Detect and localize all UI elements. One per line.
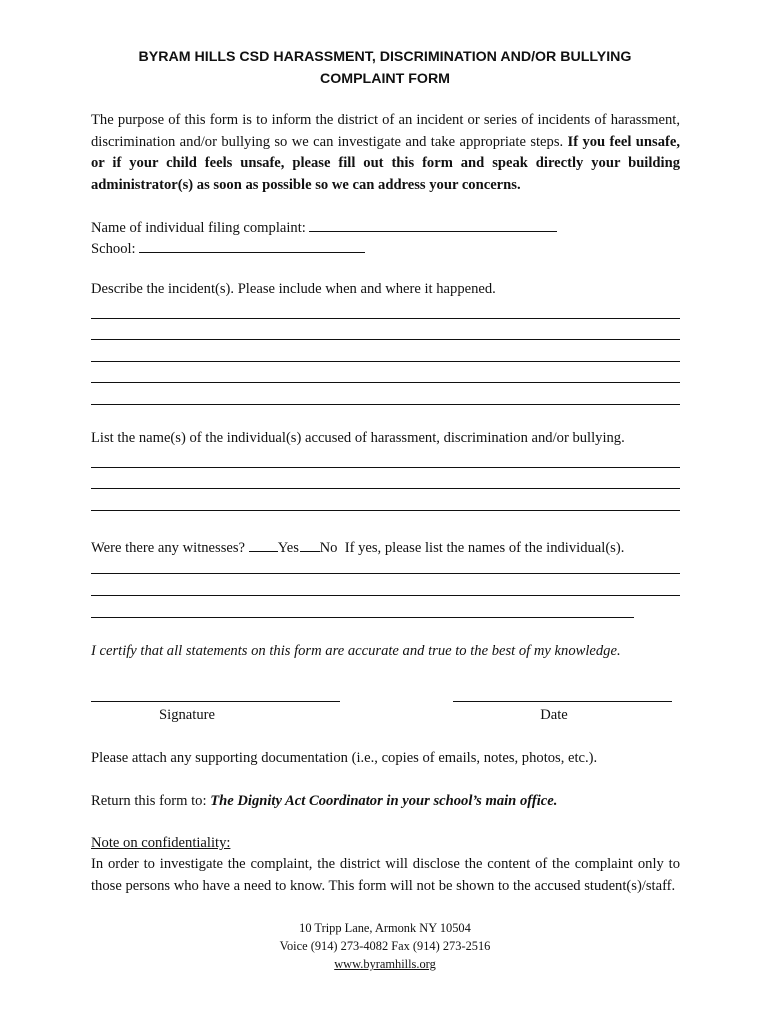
incident-line-1[interactable] xyxy=(91,318,680,319)
witnesses-followup: If yes, please list the names of the individual(s). xyxy=(344,540,625,556)
witness-line-3[interactable] xyxy=(91,617,634,618)
date-line[interactable] xyxy=(453,701,672,702)
confidentiality-text: In order to investigate the complaint, the district will disclose the content of the complaint only to those persons who have a need to know. This form will not be shown to the accused student(s)/staff. xyxy=(91,856,680,894)
confidentiality-heading: Note on confidentiality: xyxy=(91,835,231,851)
return-prefix: Return this form to: xyxy=(91,793,207,809)
accused-line-2[interactable] xyxy=(91,488,680,489)
return-info xyxy=(91,793,557,810)
name-field-label: Name of individual filing complaint: xyxy=(91,220,306,236)
form-title xyxy=(90,46,680,90)
witness-line-1[interactable] xyxy=(91,573,680,574)
witnesses-no-label: No xyxy=(319,540,338,556)
name-field-row xyxy=(91,217,557,237)
footer-address: 10 Tripp Lane, Armonk NY 10504 xyxy=(299,921,471,935)
signature-label: Signature xyxy=(159,707,215,723)
witnesses-no-blank[interactable] xyxy=(300,537,320,552)
incident-line-3[interactable] xyxy=(91,361,680,362)
footer-website-link[interactable]: www.byramhills.org xyxy=(334,957,436,971)
incident-line-2[interactable] xyxy=(91,339,680,340)
footer xyxy=(0,919,770,973)
signature-line[interactable] xyxy=(91,701,340,702)
footer-phone: Voice (914) 273-4082 Fax (914) 273-2516 xyxy=(279,939,491,953)
date-label: Date xyxy=(540,707,568,723)
witnesses-yes-blank[interactable] xyxy=(249,537,278,552)
witnesses-question: Were there any witnesses? xyxy=(91,540,246,556)
accused-line-1[interactable] xyxy=(91,467,680,468)
school-field-line[interactable] xyxy=(139,238,365,253)
intro-paragraph xyxy=(91,110,680,196)
form-title-line1: BYRAM HILLS CSD HARASSMENT, DISCRIMINATION AND/OR BULLYING xyxy=(138,49,632,65)
form-title-line2: COMPLAINT FORM xyxy=(319,71,451,87)
certification-statement: I certify that all statements on this form are accurate and true to the best of my knowledge. xyxy=(91,643,621,659)
incident-prompt: Describe the incident(s). Please include when and where it happened. xyxy=(91,281,496,297)
incident-line-4[interactable] xyxy=(91,382,680,383)
attach-note: Please attach any supporting documentation (i.e., copies of emails, notes, photos, etc.). xyxy=(91,750,598,766)
school-field-row xyxy=(91,238,365,258)
incident-line-5[interactable] xyxy=(91,404,680,405)
accused-line-3[interactable] xyxy=(91,510,680,511)
intro-warning-text: If you feel unsafe, or if your child feels unsafe, please fill out this form and speak directly your building administrator(s) as soon as possible so we can address your concerns. xyxy=(91,133,680,193)
intro-text: The purpose of this form is to inform the district of an incident or series of incidents of harassment, discrimination and/or bullying so we can investigate and take appropriate steps. xyxy=(91,112,680,150)
return-recipient: The Dignity Act Coordinator in your school’s main office. xyxy=(210,793,558,809)
witness-line-2[interactable] xyxy=(91,595,680,596)
school-field-label: School: xyxy=(91,241,136,257)
name-field-line[interactable] xyxy=(309,217,557,232)
witnesses-yes-label: Yes xyxy=(277,540,299,556)
witnesses-row xyxy=(91,537,624,557)
accused-prompt: List the name(s) of the individual(s) accused of harassment, discrimination and/or bullying. xyxy=(91,430,625,446)
